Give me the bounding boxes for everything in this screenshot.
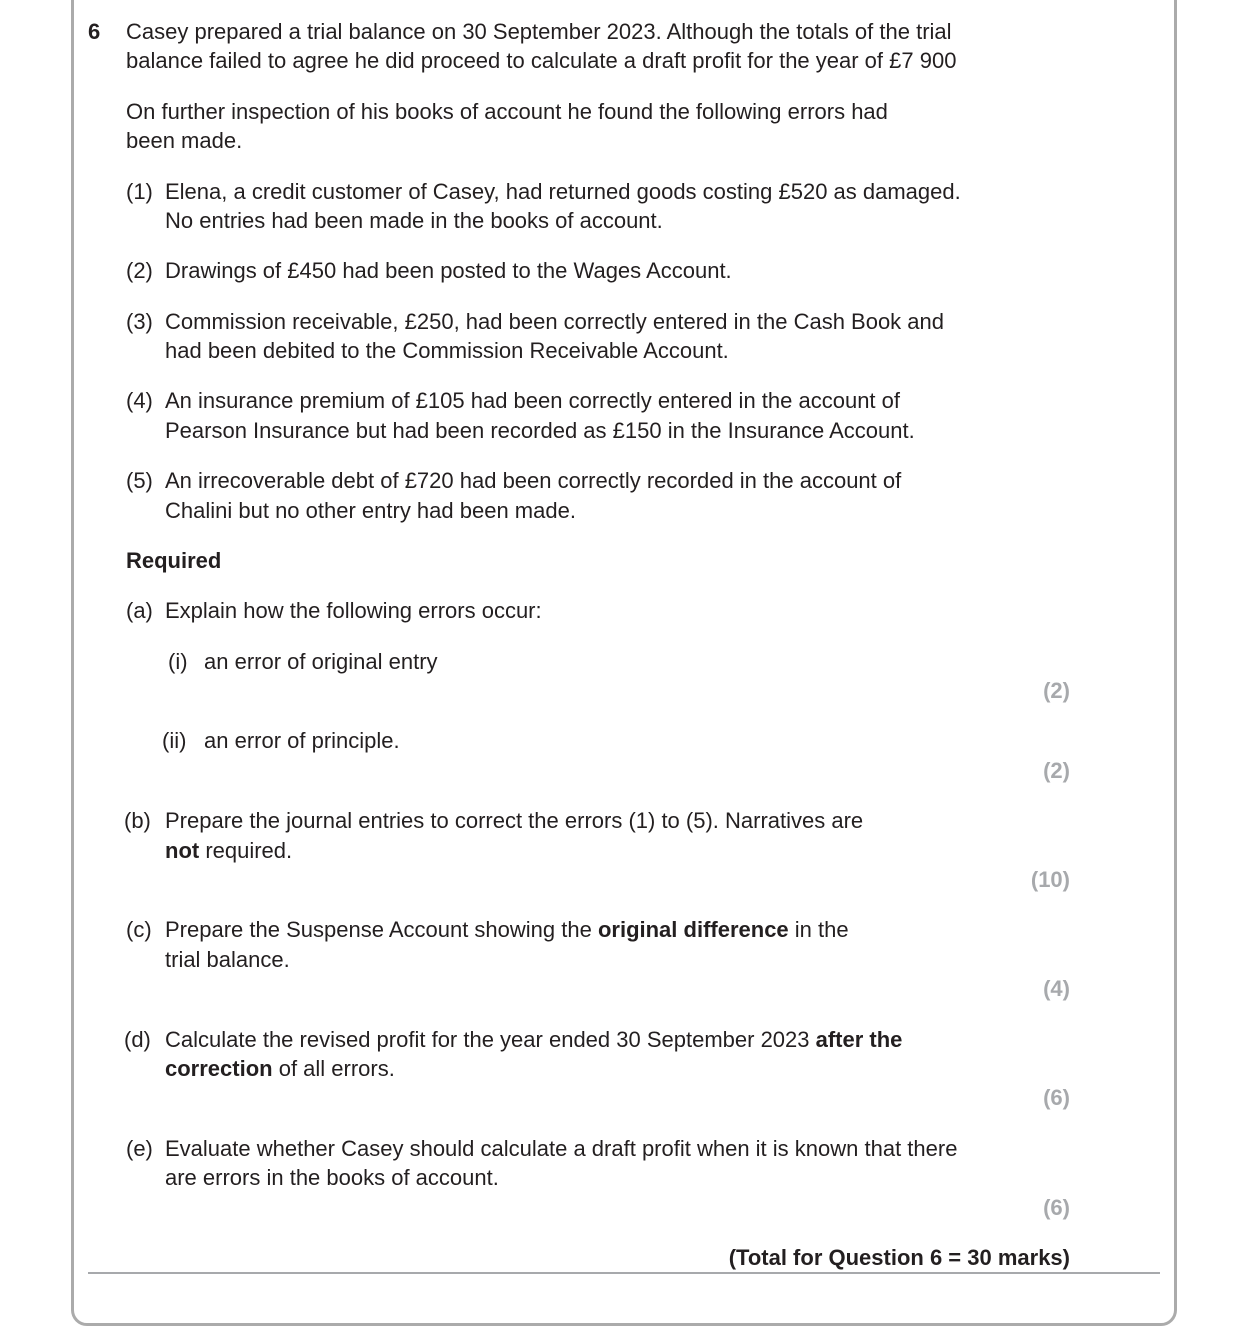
part-e-line-1: Evaluate whether Casey should calculate a draft profit when it is known that there (165, 1136, 958, 1161)
part-c-number: (c) (126, 917, 152, 942)
error-2-line-1: Drawings of £450 had been posted to the Wages Account. (165, 258, 732, 283)
part-a-i-number: (i) (168, 649, 188, 674)
part-d-line-2 (165, 1054, 395, 1083)
bottom-divider (88, 1272, 1160, 1274)
error-3-line-1: Commission receivable, £250, had been correctly entered in the Cash Book and (165, 309, 945, 334)
error-5-line-1: An irrecoverable debt of £720 had been correctly recorded in the account of (165, 468, 902, 493)
required-heading: Required (126, 548, 222, 573)
intro-line-1: Casey prepared a trial balance on 30 September 2023. Although the totals of the trial (126, 19, 952, 44)
part-a-number: (a) (126, 598, 153, 623)
part-c-marks: (4) (1043, 976, 1070, 1001)
error-2-number: (2) (126, 258, 153, 283)
part-d-bold-2: correction (165, 1056, 273, 1081)
part-d-marks: (6) (1043, 1085, 1070, 1110)
part-d-post: of all errors. (272, 1056, 395, 1081)
error-4-line-2: Pearson Insurance but had been recorded as £150 in the Insurance Account. (165, 418, 915, 443)
total-marks: (Total for Question 6 = 30 marks) (728, 1245, 1070, 1270)
part-c-bold: original difference (597, 917, 789, 942)
error-1-number: (1) (126, 179, 153, 204)
part-b-rest: required. (199, 838, 293, 863)
part-d-line-1 (165, 1025, 902, 1054)
inspection-line-1: On further inspection of his books of account he found the following errors had (126, 99, 888, 124)
part-e-number: (e) (126, 1136, 153, 1161)
part-c-line-2: trial balance. (165, 947, 290, 972)
part-d-number: (d) (124, 1027, 151, 1052)
part-d-pre: Calculate the revised profit for the year ended 30 September 2023 (165, 1027, 816, 1052)
part-a-i-marks: (2) (1043, 678, 1070, 703)
part-b-number: (b) (124, 808, 151, 833)
part-c-pre: Prepare the Suspense Account showing the (165, 917, 598, 942)
error-5-line-2: Chalini but no other entry had been made. (165, 498, 576, 523)
error-3-line-2: had been debited to the Commission Receivable Account. (165, 338, 729, 363)
inspection-line-2: been made. (126, 128, 243, 153)
part-b-marks: (10) (1030, 867, 1070, 892)
part-a-ii-marks: (2) (1043, 758, 1070, 783)
part-a-text: Explain how the following errors occur: (165, 598, 542, 623)
part-b-line-2 (165, 836, 292, 865)
part-c-post: in the (788, 917, 849, 942)
part-b-line-1: Prepare the journal entries to correct the errors (1) to (5). Narratives are (165, 808, 864, 833)
error-5-number: (5) (126, 468, 153, 493)
part-e-marks: (6) (1043, 1195, 1070, 1220)
part-a-i-text: an error of original entry (204, 649, 438, 674)
question-number: 6 (88, 19, 101, 44)
part-d-bold-1: after the (815, 1027, 903, 1052)
intro-line-2: balance failed to agree he did proceed to calculate a draft profit for the year of £7 900 (126, 48, 957, 73)
part-b-bold: not (165, 838, 200, 863)
part-e-line-2: are errors in the books of account. (165, 1165, 499, 1190)
error-4-line-1: An insurance premium of £105 had been correctly entered in the account of (165, 388, 901, 413)
error-1-line-2: No entries had been made in the books of account. (165, 208, 663, 233)
error-4-number: (4) (126, 388, 153, 413)
part-c-line-1 (165, 915, 849, 944)
error-1-line-1: Elena, a credit customer of Casey, had returned goods costing £520 as damaged. (165, 179, 961, 204)
error-3-number: (3) (126, 309, 153, 334)
part-a-ii-number: (ii) (162, 728, 187, 753)
part-a-ii-text: an error of principle. (204, 728, 400, 753)
